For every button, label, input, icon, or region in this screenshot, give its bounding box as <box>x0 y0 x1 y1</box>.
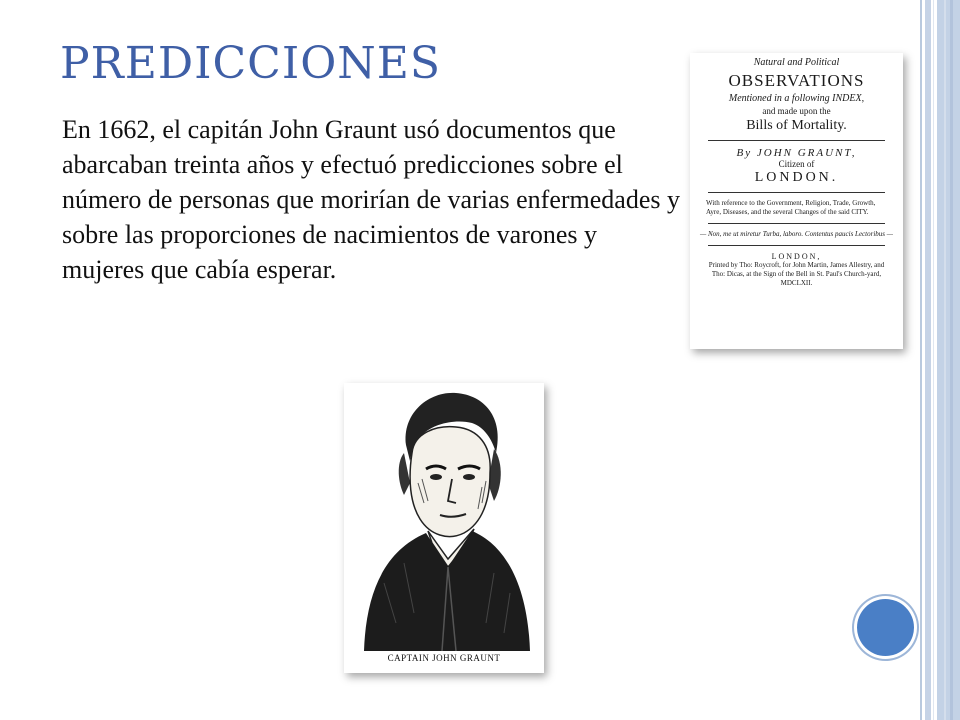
book-line: Bills of Mortality. <box>746 118 847 133</box>
book-line: and made upon the <box>762 106 831 116</box>
slide-title: PREDICCIONES <box>60 38 442 89</box>
book-line: — Non, me ut miretur Turba, laboro. Contentus paucis Lectoribus — <box>700 230 893 238</box>
slide-body-text: En 1662, el capitán John Graunt usó documentos que abarcaban treinta años y efectuó predicciones sobre el número de personas que morirían de varias enfermedades y sobre las proporciones de nacimientos de varones y mujeres que cabía esperar. <box>62 115 680 284</box>
book-rule <box>708 192 885 193</box>
decor-stripe <box>937 0 960 720</box>
book-line: OBSERVATIONS <box>728 71 865 90</box>
book-line: With reference to the Government, Religion, Trade, Growth, Ayre, Diseases, and the several Changes of the said CITY. <box>706 199 876 216</box>
portrait-engraving-icon <box>344 383 544 651</box>
portrait-caption: CAPTAIN JOHN GRAUNT <box>387 653 501 663</box>
book-line: Citizen of <box>778 159 815 169</box>
book-title-page-image <box>690 53 903 349</box>
decor-stripe <box>920 0 922 720</box>
decor-stripe <box>950 0 953 720</box>
book-line: LONDON. <box>754 170 839 185</box>
book-line: LONDON, <box>771 252 822 261</box>
book-rule <box>708 223 885 224</box>
book-rule <box>708 140 885 141</box>
decor-stripe <box>944 0 946 720</box>
decor-circle <box>857 599 914 656</box>
book-line: Mentioned in a following INDEX, <box>728 93 865 104</box>
book-rule <box>708 245 885 246</box>
book-line: By JOHN GRAUNT, <box>736 147 857 159</box>
book-line: Printed by Tho: Roycroft, for John Martin, James Allestry, and Tho: Dicas, at the Sign of the Bell in St. Paul's Church-yard, MDCLXII. <box>708 261 885 287</box>
portrait-image <box>344 383 544 673</box>
book-line: Natural and Political <box>753 57 840 68</box>
decor-stripe <box>925 0 931 720</box>
decor-stripe <box>933 0 934 720</box>
